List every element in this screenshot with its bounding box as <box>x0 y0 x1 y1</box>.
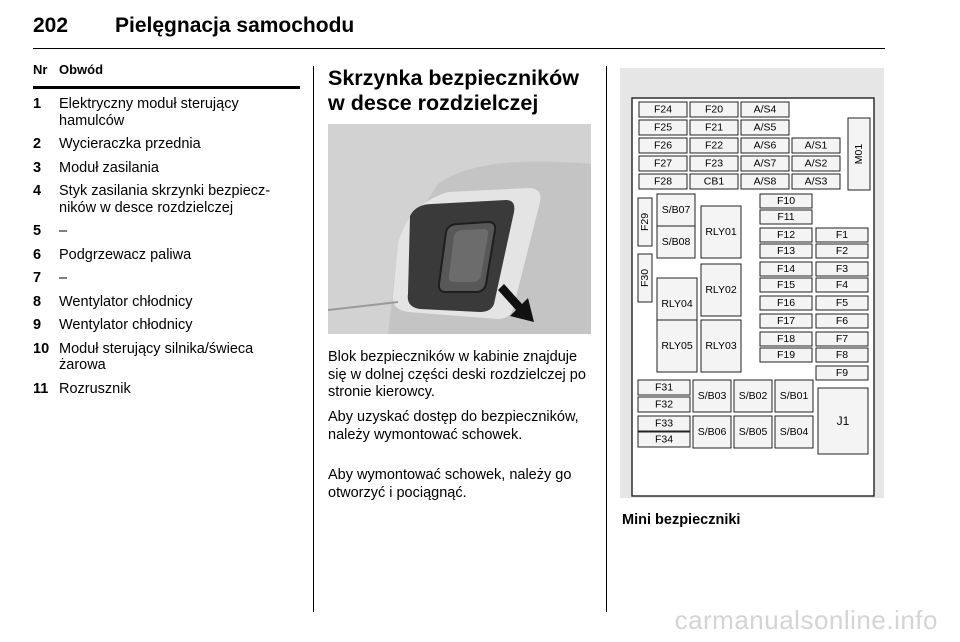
fuse-slot-f30 <box>638 254 652 302</box>
fuse-label: F30 <box>639 268 651 288</box>
fuse-slot-sb05 <box>734 416 772 448</box>
row-circuit: Moduł sterujący silnika/świeca żarowa <box>59 340 254 373</box>
fuse-slot-as1 <box>792 138 840 153</box>
fuse-slot-j1 <box>818 388 868 454</box>
fuse-label: F8 <box>835 349 849 361</box>
fuse-label: RLY03 <box>705 340 737 352</box>
fuse-label: A/S3 <box>804 175 828 188</box>
fuse-slot-as8 <box>741 174 789 189</box>
fuse-label: F13 <box>776 245 796 257</box>
row-number: 8 <box>33 293 42 310</box>
fuse-label: F24 <box>653 103 673 116</box>
fuse-slot-f7 <box>816 332 868 346</box>
fuse-label: F28 <box>653 175 673 188</box>
fuse-slot-f28 <box>639 174 687 189</box>
table-row <box>33 136 300 153</box>
fuse-slot-sb02 <box>734 380 772 412</box>
fuse-slot-f29 <box>638 198 652 246</box>
section <box>328 66 600 116</box>
fuse-table <box>33 62 300 397</box>
table-row <box>33 183 300 216</box>
fuse-label: A/S6 <box>753 139 777 152</box>
fuse-label: A/S8 <box>753 175 777 188</box>
fuse-label: F10 <box>776 195 796 207</box>
fuse-label: A/S2 <box>804 157 828 170</box>
fuse-slot-as5 <box>741 120 789 135</box>
row-number: 11 <box>33 380 49 397</box>
fuse-label: F4 <box>835 279 849 291</box>
fuse-slot-f31 <box>638 380 690 395</box>
fuse-slot-as2 <box>792 156 840 171</box>
fuse-label: F31 <box>654 381 674 394</box>
fuse-slot-f5 <box>816 296 868 310</box>
table-row <box>33 341 300 374</box>
fuse-slot-f2 <box>816 244 868 258</box>
fuse-label: F25 <box>653 121 673 134</box>
fuse-slot-f18 <box>760 332 812 346</box>
row-number: 9 <box>33 317 42 333</box>
fuse-slot-f9 <box>816 366 868 380</box>
table-row <box>33 96 300 129</box>
fuse-label: RLY05 <box>661 340 693 352</box>
row-circuit: Podgrzewacz paliwa <box>59 246 192 263</box>
fuse-label: F23 <box>704 157 724 170</box>
fuse-label: S/B06 <box>697 426 727 438</box>
fuse-label: A/S1 <box>804 139 828 152</box>
col-nr-header: Nr <box>33 62 48 77</box>
fuse-label: F11 <box>777 211 795 223</box>
row-number: 5 <box>33 223 42 239</box>
row-circuit: Moduł zasilania <box>59 159 159 176</box>
fuse-box-diagram <box>620 68 884 498</box>
fuse-label: S/B02 <box>738 390 768 402</box>
row-circuit: Rozrusznik <box>59 380 131 397</box>
row-circuit: Wycieraczka przednia <box>59 136 201 152</box>
watermark: carmanualsonline.info <box>674 605 938 635</box>
fuse-slot-as7 <box>741 156 789 171</box>
fuse-label: S/B08 <box>661 236 691 248</box>
fuse-slot-sb06 <box>693 416 731 448</box>
fuse-label: F1 <box>835 229 849 241</box>
fuse-slot-f17 <box>760 314 812 328</box>
row-circuit: Wentylator chłodnicy <box>59 293 193 310</box>
table-header <box>33 62 300 89</box>
fuse-label: S/B01 <box>779 390 809 402</box>
fuse-label: F12 <box>776 229 796 241</box>
row-number: 6 <box>33 246 42 263</box>
fuse-label: RLY04 <box>661 298 693 310</box>
table-row <box>33 160 300 177</box>
row-circuit: – <box>59 223 68 239</box>
fuse-label: F22 <box>704 139 724 152</box>
fuse-label: F2 <box>835 245 849 257</box>
fuse-slot-f22 <box>690 138 738 153</box>
table-row <box>33 317 300 334</box>
fuse-label: F29 <box>639 212 651 232</box>
fuse-label: F27 <box>653 157 673 170</box>
fuse-slot-as4 <box>741 102 789 117</box>
fuse-label: S/B07 <box>661 204 691 216</box>
table-row <box>33 247 300 264</box>
fuse-label: F5 <box>835 297 849 309</box>
fuse-label: F14 <box>776 263 796 275</box>
fuse-label: F6 <box>835 315 849 327</box>
fuse-label: RLY02 <box>705 284 737 296</box>
row-circuit: Elektryczny moduł sterujący hamulców <box>59 96 239 129</box>
fuse-slot-f33 <box>638 416 690 431</box>
fuse-slot-f4 <box>816 278 868 292</box>
row-number: 1 <box>33 96 42 112</box>
fuse-slot-sb07 <box>657 194 695 226</box>
fuse-slot-f14 <box>760 262 812 276</box>
fuse-slot-rly01 <box>701 206 741 258</box>
fuse-label: S/B04 <box>779 426 809 438</box>
fuse-label: F26 <box>653 139 673 152</box>
fuse-label: F7 <box>835 333 849 345</box>
fuse-label: F21 <box>704 121 724 134</box>
row-circuit: Wentylator chłodnicy <box>59 317 193 333</box>
fuse-label: F3 <box>835 263 849 275</box>
glovebox-photo <box>328 124 591 334</box>
row-number: 4 <box>33 183 42 199</box>
section-heading: Skrzynka bezpieczników w desce rozdzielczej <box>328 66 579 115</box>
fuse-slot-f25 <box>639 120 687 135</box>
paragraph-access: Aby uzyskać dostęp do bezpieczników, należy wymontować schowek. <box>328 409 579 443</box>
fuse-slot-sb03 <box>693 380 731 412</box>
fuse-label: F34 <box>654 433 674 446</box>
fuse-label: F32 <box>654 398 674 411</box>
fuse-label: F20 <box>704 103 724 116</box>
fuse-label: F15 <box>776 279 796 291</box>
fuse-slot-f3 <box>816 262 868 276</box>
column-divider-left <box>313 66 314 612</box>
table-row <box>33 381 300 398</box>
fuse-label: F19 <box>776 349 796 361</box>
fuse-slot-sb04 <box>775 416 813 448</box>
fuse-slot-as6 <box>741 138 789 153</box>
fuse-slot-f11 <box>760 210 812 224</box>
fuse-slot-rly02 <box>701 264 741 316</box>
fuse-slot-f19 <box>760 348 812 362</box>
fuse-label: A/S5 <box>753 121 777 134</box>
fuse-slot-rly05 <box>657 320 697 372</box>
row-circuit: – <box>59 270 68 286</box>
fuse-slot-f23 <box>690 156 738 171</box>
fuse-slot-f15 <box>760 278 812 292</box>
paragraph-remove: Aby wymontować schowek, należy go otworzyć i pociągnąć. <box>328 467 572 501</box>
fuse-slot-f10 <box>760 194 812 208</box>
diagram-caption: Mini bezpieczniki <box>622 512 741 528</box>
fuse-slot-f12 <box>760 228 812 242</box>
fuse-label: A/S4 <box>753 103 777 116</box>
fuse-label: F18 <box>776 333 796 345</box>
fuse-slot-f27 <box>639 156 687 171</box>
fuse-label: M01 <box>853 143 865 165</box>
page-number: 202 <box>33 14 69 37</box>
page-title: Pielęgnacja samochodu <box>115 14 355 37</box>
row-number: 2 <box>33 136 42 152</box>
fuse-label: RLY01 <box>705 226 737 238</box>
fuse-label: F16 <box>776 297 796 309</box>
fuse-label: F33 <box>654 417 674 430</box>
row-number: 10 <box>33 340 50 357</box>
fuse-label: F17 <box>776 315 796 327</box>
fuse-slot-as3 <box>792 174 840 189</box>
fuse-slot-sb08 <box>657 226 695 258</box>
fuse-slot-f34 <box>638 432 690 447</box>
fuse-slot-f13 <box>760 244 812 258</box>
fuse-label: A/S7 <box>753 157 777 170</box>
fuse-slot-f32 <box>638 397 690 412</box>
fuse-slot-f26 <box>639 138 687 153</box>
row-number: 7 <box>33 270 42 286</box>
table-row <box>33 294 300 311</box>
table-row <box>33 270 300 287</box>
fuse-slot-f21 <box>690 120 738 135</box>
column-divider-right <box>606 66 607 612</box>
fuse-slot-f20 <box>690 102 738 117</box>
fuse-label: CB1 <box>703 175 725 188</box>
fuse-slot-f16 <box>760 296 812 310</box>
fuse-label: F9 <box>835 367 849 379</box>
fuse-slot-f8 <box>816 348 868 362</box>
fuse-slot-f1 <box>816 228 868 242</box>
fuse-label: S/B05 <box>738 426 768 438</box>
table-row <box>33 223 300 240</box>
fuse-label: S/B03 <box>697 390 727 402</box>
row-circuit: Styk zasilania skrzynki bezpieczników w desce rozdzielczej <box>59 183 271 216</box>
fuse-slot-cb1 <box>690 174 738 189</box>
fuse-slot-f6 <box>816 314 868 328</box>
fuse-slot-m01 <box>848 118 870 190</box>
row-number: 3 <box>33 159 42 176</box>
fuse-slot-sb01 <box>775 380 813 412</box>
fuse-slot-f24 <box>639 102 687 117</box>
paragraph-location: Blok bezpieczników w kabinie znajduje się w dolnej części deski rozdzielczej po stronie kierowcy. <box>328 349 586 400</box>
fuse-slot-rly03 <box>701 320 741 372</box>
fuse-label: J1 <box>836 414 850 428</box>
page-header <box>33 14 885 49</box>
col-circuit-header: Obwód <box>59 62 104 77</box>
